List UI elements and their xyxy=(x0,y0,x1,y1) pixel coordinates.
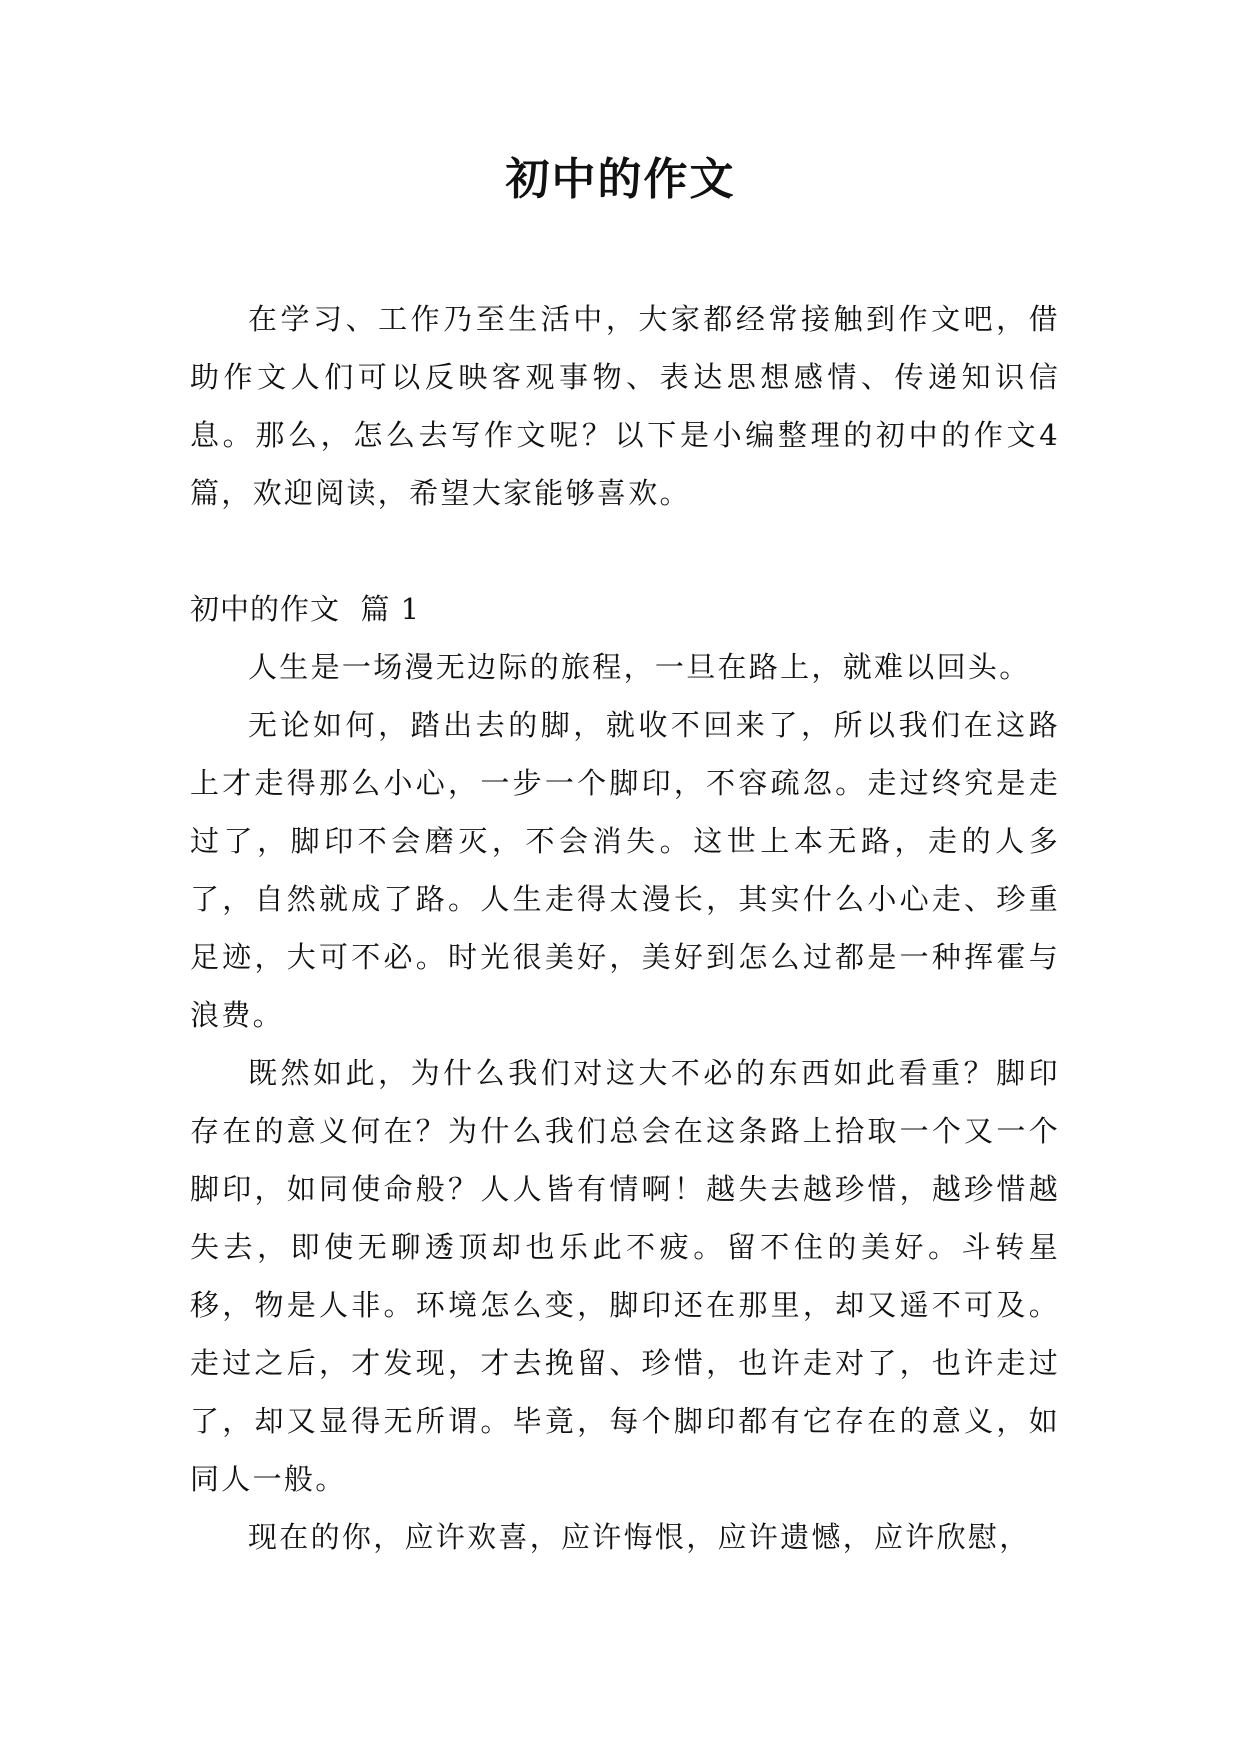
intro-paragraph-block xyxy=(190,290,1060,522)
essay-paragraph: 现在的你，应许欢喜，应许悔恨，应许遗憾，应许欣慰， xyxy=(248,1520,1031,1554)
document-title: 初中的作文 xyxy=(505,154,736,205)
essay-paragraph: 无论如何，踏出去的脚，就收不回来了，所以我们在这路上才走得那么小心，一步一个脚印，不容疏忽。走过终究是走过了，脚印不会磨灭，不会消失。这世上本无路，走的人多了，自然就成了路。人生走得太漫长，其实什么小心走、珍重足迹，大可不必。时光很美好，美好到怎么过都是一种挥霍与浪费。 xyxy=(190,708,1060,1032)
intro-paragraph: 在学习、工作乃至生活中，大家都经常接触到作文吧，借助作文人们可以反映客观事物、表达思想感情、传递知识信息。那么，怎么去写作文呢？以下是小编整理的初中的作文4篇，欢迎阅读，希望大家能够喜欢。 xyxy=(190,302,1060,510)
essay-paragraph: 人生是一场漫无边际的旅程，一旦在路上，就难以回头。 xyxy=(248,650,1031,684)
essay-paragraph: 既然如此，为什么我们对这大不必的东西如此看重？脚印存在的意义何在？为什么我们总会在这条路上拾取一个又一个脚印，如同使命般？人人皆有情啊！越失去越珍惜，越珍惜越失去，即使无聊透顶却也乐此不疲。留不住的美好。斗转星移，物是人非。环境怎么变，脚印还在那里，却又遥不可及。走过之后，才发现，才去挽留、珍惜，也许走对了，也许走过了，却又显得无所谓。毕竟，每个脚印都有它存在的意义，如同人一般。 xyxy=(190,1056,1060,1496)
section-heading: 初中的作文 篇 1 xyxy=(190,592,421,626)
essay-body xyxy=(190,638,1060,1566)
